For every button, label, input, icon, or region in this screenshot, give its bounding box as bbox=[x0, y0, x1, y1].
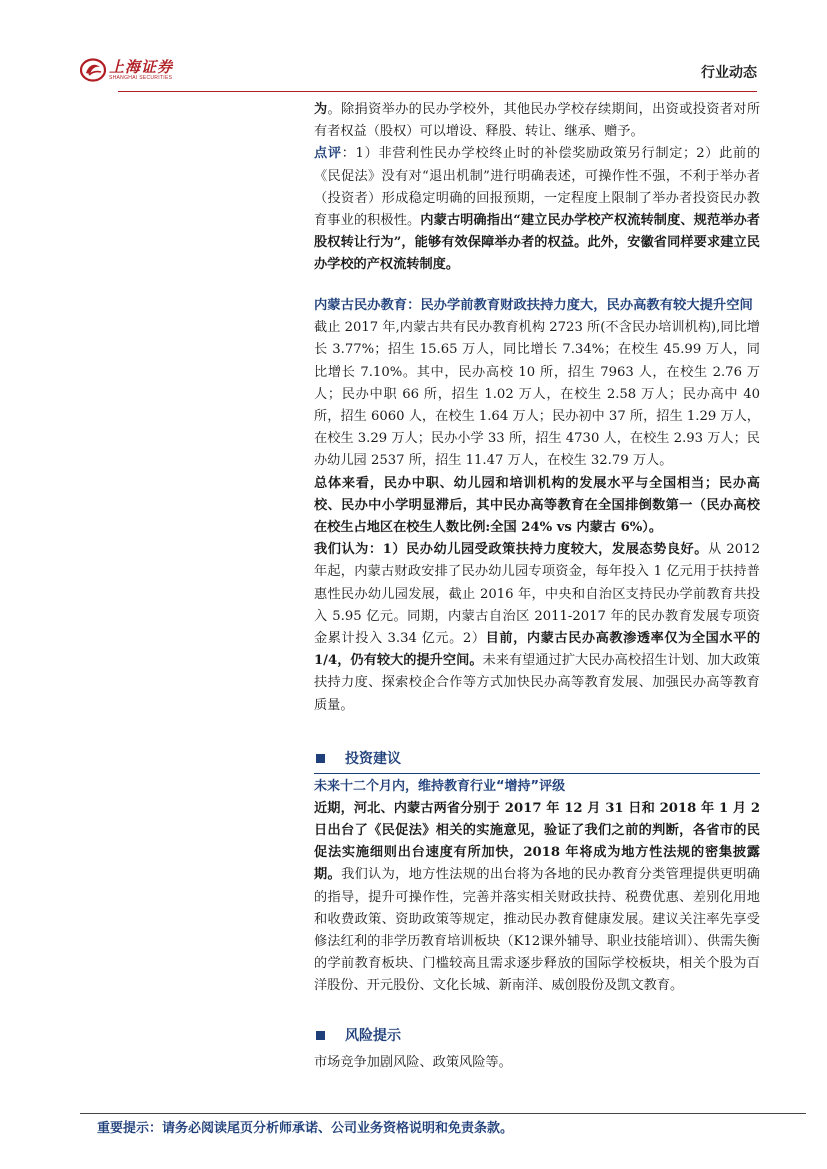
page-header bbox=[80, 58, 757, 94]
main-content bbox=[314, 99, 760, 1074]
section-risk bbox=[314, 1024, 760, 1048]
paragraph-our-view: 我们认为：1）民办幼儿园受政策扶持力度较大，发展态势良好。从 2012 年起，内蒙古财政安排了民办幼儿园专项资金，每年投入 1 亿元用于扶持普惠性民办幼儿园发展，截止 2016 年，中央和自治区支持民办学前教育共投入 5.95 亿元。同期，内蒙古自治区 2011-2017 年的民办教育发展专项资金累计投入 3.34 亿元。2）目前，内蒙古民办高教渗透率仅为全国水平的 1/4，仍有较大的提升空间。未来有望通过扩大民办高校招生计划、加大政策扶持力度、探索校企合作等方式加快民办高等教育发展、加强民办高等教育质量。 bbox=[314, 542, 761, 713]
commentary-label: 点评 bbox=[314, 146, 342, 162]
section-title-text: 投资建议 bbox=[345, 750, 401, 767]
logo-mark-icon bbox=[80, 58, 106, 82]
paragraph-overall-view: 总体来看，民办中职、幼儿园和培训机构的发展水平与全国相当；民办高校、民办中小学明显滞后，其中民办高等教育在全国排倒数第一（民办高校在校生占地区在校生人数比例:全国 24% vs 内蒙古 6%）。 bbox=[314, 475, 760, 535]
paragraph-equity-rights: 为。除捐资举办的民办学校外，其他民办学校存续期间，出资或投资者对所有者权益（股权）可以增设、释股、转让、继承、赠予。 bbox=[314, 102, 761, 140]
paragraph-investment: 近期，河北、内蒙古两省分别于 2017 年 12 月 31 日和 2018 年 1 月 2 日出台了《民促法》相关的实施意见，验证了我们之前的判断，各省市的民促法实施细则出台速度有所加快，2018 年将成为地方性法规的密集披露期。我们认为，地方性法规的出台将为各地的民办教育分类管理提供更明确的指导，提升可操作性，完善并落实相关财政扶持、税费优惠、差别化用地和收费政策、资助政策等规定，推动民办教育健康发展。建议关注率先享受修法红利的非学历教育培训板块（K12课外辅导、职业技能培训）、供需失衡的学前教育板块、门槛较高且需求逐步释放的国际学校板块，相关个股为百洋股份、开元股份、文化长城、新南洋、威创股份及凯文教育。 bbox=[314, 800, 761, 994]
report-type-label: 行业动态 bbox=[701, 65, 757, 81]
section-title-text: 风险提示 bbox=[345, 1027, 401, 1044]
company-logo bbox=[80, 58, 173, 82]
footer-disclaimer: 重要提示：请务必阅读尾页分析师承诺、公司业务资格说明和免责条款。 bbox=[97, 1121, 514, 1136]
section-heading-inner-mongolia: 内蒙古民办教育：民办学前教育财政扶持力度大，民办高教有较大提升空间 bbox=[314, 297, 753, 313]
paragraph-statistics: 截止 2017 年,内蒙古共有民办教育机构 2723 所(不含民办培训机构),同比增长 3.77%；招生 15.65 万人，同比增长 7.34%；在校生 45.99 万人，同比增长 7.10%。其中，民办高校 10 所，招生 7963 人，在校生 2.76 万人；民办中职 66 所，招生 1.02 万人，在校生 2.58 万人；民办高中 40 所，招生 6060 人，在校生 1.64 万人；民办初中 37 所，招生 1.29 万人，在校生 3.29 万人；民办小学 33 所，招生 4730 人，在校生 2.93 万人；民办幼儿园 2537 所，招生 11.47 万人，在校生 32.79 万人。 bbox=[314, 320, 760, 469]
logo-english-name: SHANGHAI SECURITIES bbox=[109, 74, 173, 81]
section-bullet-icon bbox=[316, 1031, 325, 1040]
section-investment-advice bbox=[314, 747, 760, 771]
rating-subtitle: 未来十二个月内，维持教育行业“增持”评级 bbox=[314, 773, 760, 798]
header-divider bbox=[118, 91, 757, 92]
section-bullet-icon bbox=[316, 754, 325, 763]
paragraph-risk: 市场竞争加剧风险、政策风险等。 bbox=[314, 1054, 512, 1070]
logo-chinese-name: 上海证券 bbox=[109, 57, 174, 76]
footer-divider bbox=[80, 1113, 806, 1114]
paragraph-commentary: 点评：1）非营利性民办学校终止时的补偿奖励政策另行制定；2）此前的《民促法》没有对“退出机制”进行明确表述，可操作性不强，不利于举办者（投资者）形成稳定明确的回报预期，一定程度上限制了举办者投资民办教育事业的积极性。内蒙古明确指出“建立民办学校产权流转制度、规范举办者股权转让行为”，能够有效保障举办者的权益。此外，安徽省同样要求建立民办学校的产权流转制度。 bbox=[314, 146, 761, 273]
